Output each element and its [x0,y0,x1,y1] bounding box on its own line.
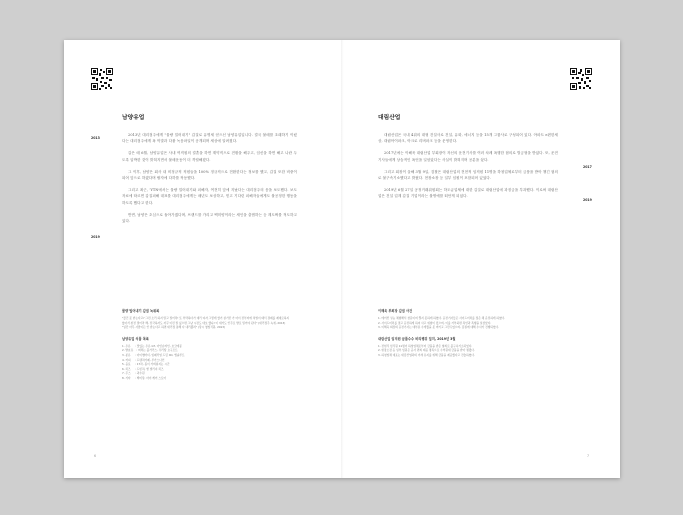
paragraph: 2017년에는 이해욱 대림산업 부회장이 자신의 운전기사를 여러 차례 폭행한 혐의로 벌금형을 받았다. 또, 운전기사들에게 상습적인 폭언을 일삼았다는 사실이 밝혀지며 공분을 샀다. [378,151,558,162]
paragraph: 그리고 회장이 올해 3월 9일, 검찰은 대림산업의 전현직 임직원 11명을 하청업체로부터 금품을 받아 챙긴 혐의로 불구속기소했다고 밝혔다. 현장소장 등 일부 임원이 포함되어 있었다. [378,169,558,181]
note-item: 2. 사이드미러를 접고 운전하게 하여 사고 위험이 컸으며, 이를 거부하면 폭언과 폭행을 일삼았다. [378,320,492,325]
paragraph: 갑은 매 6월, 남양유업은 사내 여직원의 결혼을 하면 계약직으로 전환을 해주고, 임신을 하면 해고 나란 두도록 압박한 것이 밝혀지면서 불매운동이 더 격렬해졌다. [122,151,297,162]
note-item: 1. 에어컨 성능 체험해서 창문이며 열지 못하게 하였다. 운전기사들은 사이드미러를 접은 채 운전하게 하였다. [378,316,506,320]
sidebar-notes [122,308,292,381]
year-label: 2019 [583,198,592,202]
paragraph: 2019년 6월 27일 공정거래위원회는 하도급업체에 대한 갑질로 대림산업에 과징금을 부과했다. 이로써 대림산업은 건설 업계 갑질 기업이라는 불명예를 떠안게 되었다. [378,188,558,199]
page-number: 7 [587,454,590,458]
note-item: 3. 하청업체 대표는 대림산업과의 거래 유지를 위해 금품을 제공했다고 진술하였다. [378,352,475,357]
note-text: "물건 못 받는다고? 그런 소리 하지 말고 밀어라! 또 부탁하다가 대리 여자 그렇게 할거 살기만 가 아이 전부터에 처벌이 돼서 결제를 제대로하지 않아서 완전 밀어라 해, 전국하자도 자꾸 이런 말 싫으면 그냥 시장도 대보 했냐! 이 대가도 안주로 발로 밀어야 된다" (대리점주 녹취, 2013) [122,316,290,325]
list-item: 3. 분유 : 아이엠마더, 임페리얼 드림 XO, 앱솔루트 [122,352,185,357]
list-item: 4. 커피 : 프렌치카페, 루카스나인 [122,357,165,362]
note-text: "일단 아무 사람이든 안 받는다고 하면 대리점 통해 다 내리뿔려" (당시 영업직원, 2013) [122,325,225,330]
page-number: 6 [94,454,97,458]
notes-heading: 대림산업 임직원 금품수수 비리행위 일지, 2019년 3월 [378,336,456,341]
list-item: 7. 주스 : 과수원 [122,371,145,376]
company-title: 대림산업 [378,115,401,121]
list-item: 8. 기타 : 백미당, 아이 케어 스토어 [122,375,167,380]
notes-heading: 물량 밀어내기 갑질 녹취록 [122,309,160,313]
qr-code-icon [570,68,592,90]
list-item: 2. 발효유 : 떠먹는 불가리스, 우리땅 요구르트 [122,348,178,353]
year-label: 2017 [583,165,592,169]
year-label: 2019 [91,235,100,239]
list-item: 1. 우유 : 맛있는 우유 GT, 아인슈타인, 초코에몽 [122,343,182,348]
company-title: 남양유업 [122,115,145,121]
notes-heading: 이해욱 부회장 갑질 사건 [378,309,413,313]
note-item: 1. 전현직 임직원 11명이 하청업체로부터 금품을 받은 혐의로 불구속기소되었다. [378,343,473,348]
paragraph: 2013년 대리점주에게 "물량 밀어내기" 갑질로 유명세 얻으신 남양유업입니다. 결국 불매를 초래하기 이렀다는 대리점주에게 폭 막말과 다불 녹음파일이 공개되며 세상에 알려졌다. [122,133,297,144]
paragraph: 반면, 남양은 초심으로 돌아가겠다며, 브랜드를 가리고 백미양이라는 새인을 출범하는 등 계도짜를 적도하고 있다. [122,212,297,224]
right-page [342,40,620,478]
note-item: 3. 이해욱 회장의 운전기사는 대부분 수개월을 못 버티고 그만두었으며, 갑질에 대해 수사가 진행되었다. [378,325,499,330]
book-spread [64,40,620,478]
list-item: 6. 치즈 : 드빈치, 앤 빌리지 치즈 [122,366,164,371]
left-page [64,40,342,478]
list-heading: 남양유업 식품 목록 [122,336,149,341]
paragraph: 그 이후, 남양은 회사 내 비정규직 직원들을 100% 정규직으로 전환한다는 정보를 했고, 갑질 또한 비중이 되어 앞으로 하겠다며 팔자에 다하를 작동했다. [122,169,297,181]
article-body [378,132,558,206]
paragraph: 대림산업은 국내 4위의 대형 건설사로 건설, 유화, 에너지 등을 15개 그룹사로 구성되어 있다. 아파트 e편한세상, 대림아이파크, 아크로 리버파크 등을 운영한다. [378,133,558,144]
qr-code-icon [91,68,113,90]
year-label: 2013 [91,136,100,140]
sidebar-notes [378,308,560,358]
note-item: 2. 현장소장 등 일부 임원은 공사 편의 제공 명목으로 수억원대 금품을 받아 챙겼다. [378,348,475,353]
paragraph: 그리고 최근, 'YTN에서는 물량 밀어내기와 피해자, 여전히 앞에 지났다는 대리점주의 음을 보도했다. 보도자료에 따르면 갑질피해 대표를 대리점주에게는 매년도 보상하고, 믿고 기다린 피해자들에게도 불공정한 행동을 하도록 했다고 한다. [122,188,297,205]
article-body [122,132,297,230]
list-item: 5. 음료 : 17차, 몸이 가벼워지는 시간 [122,362,170,367]
